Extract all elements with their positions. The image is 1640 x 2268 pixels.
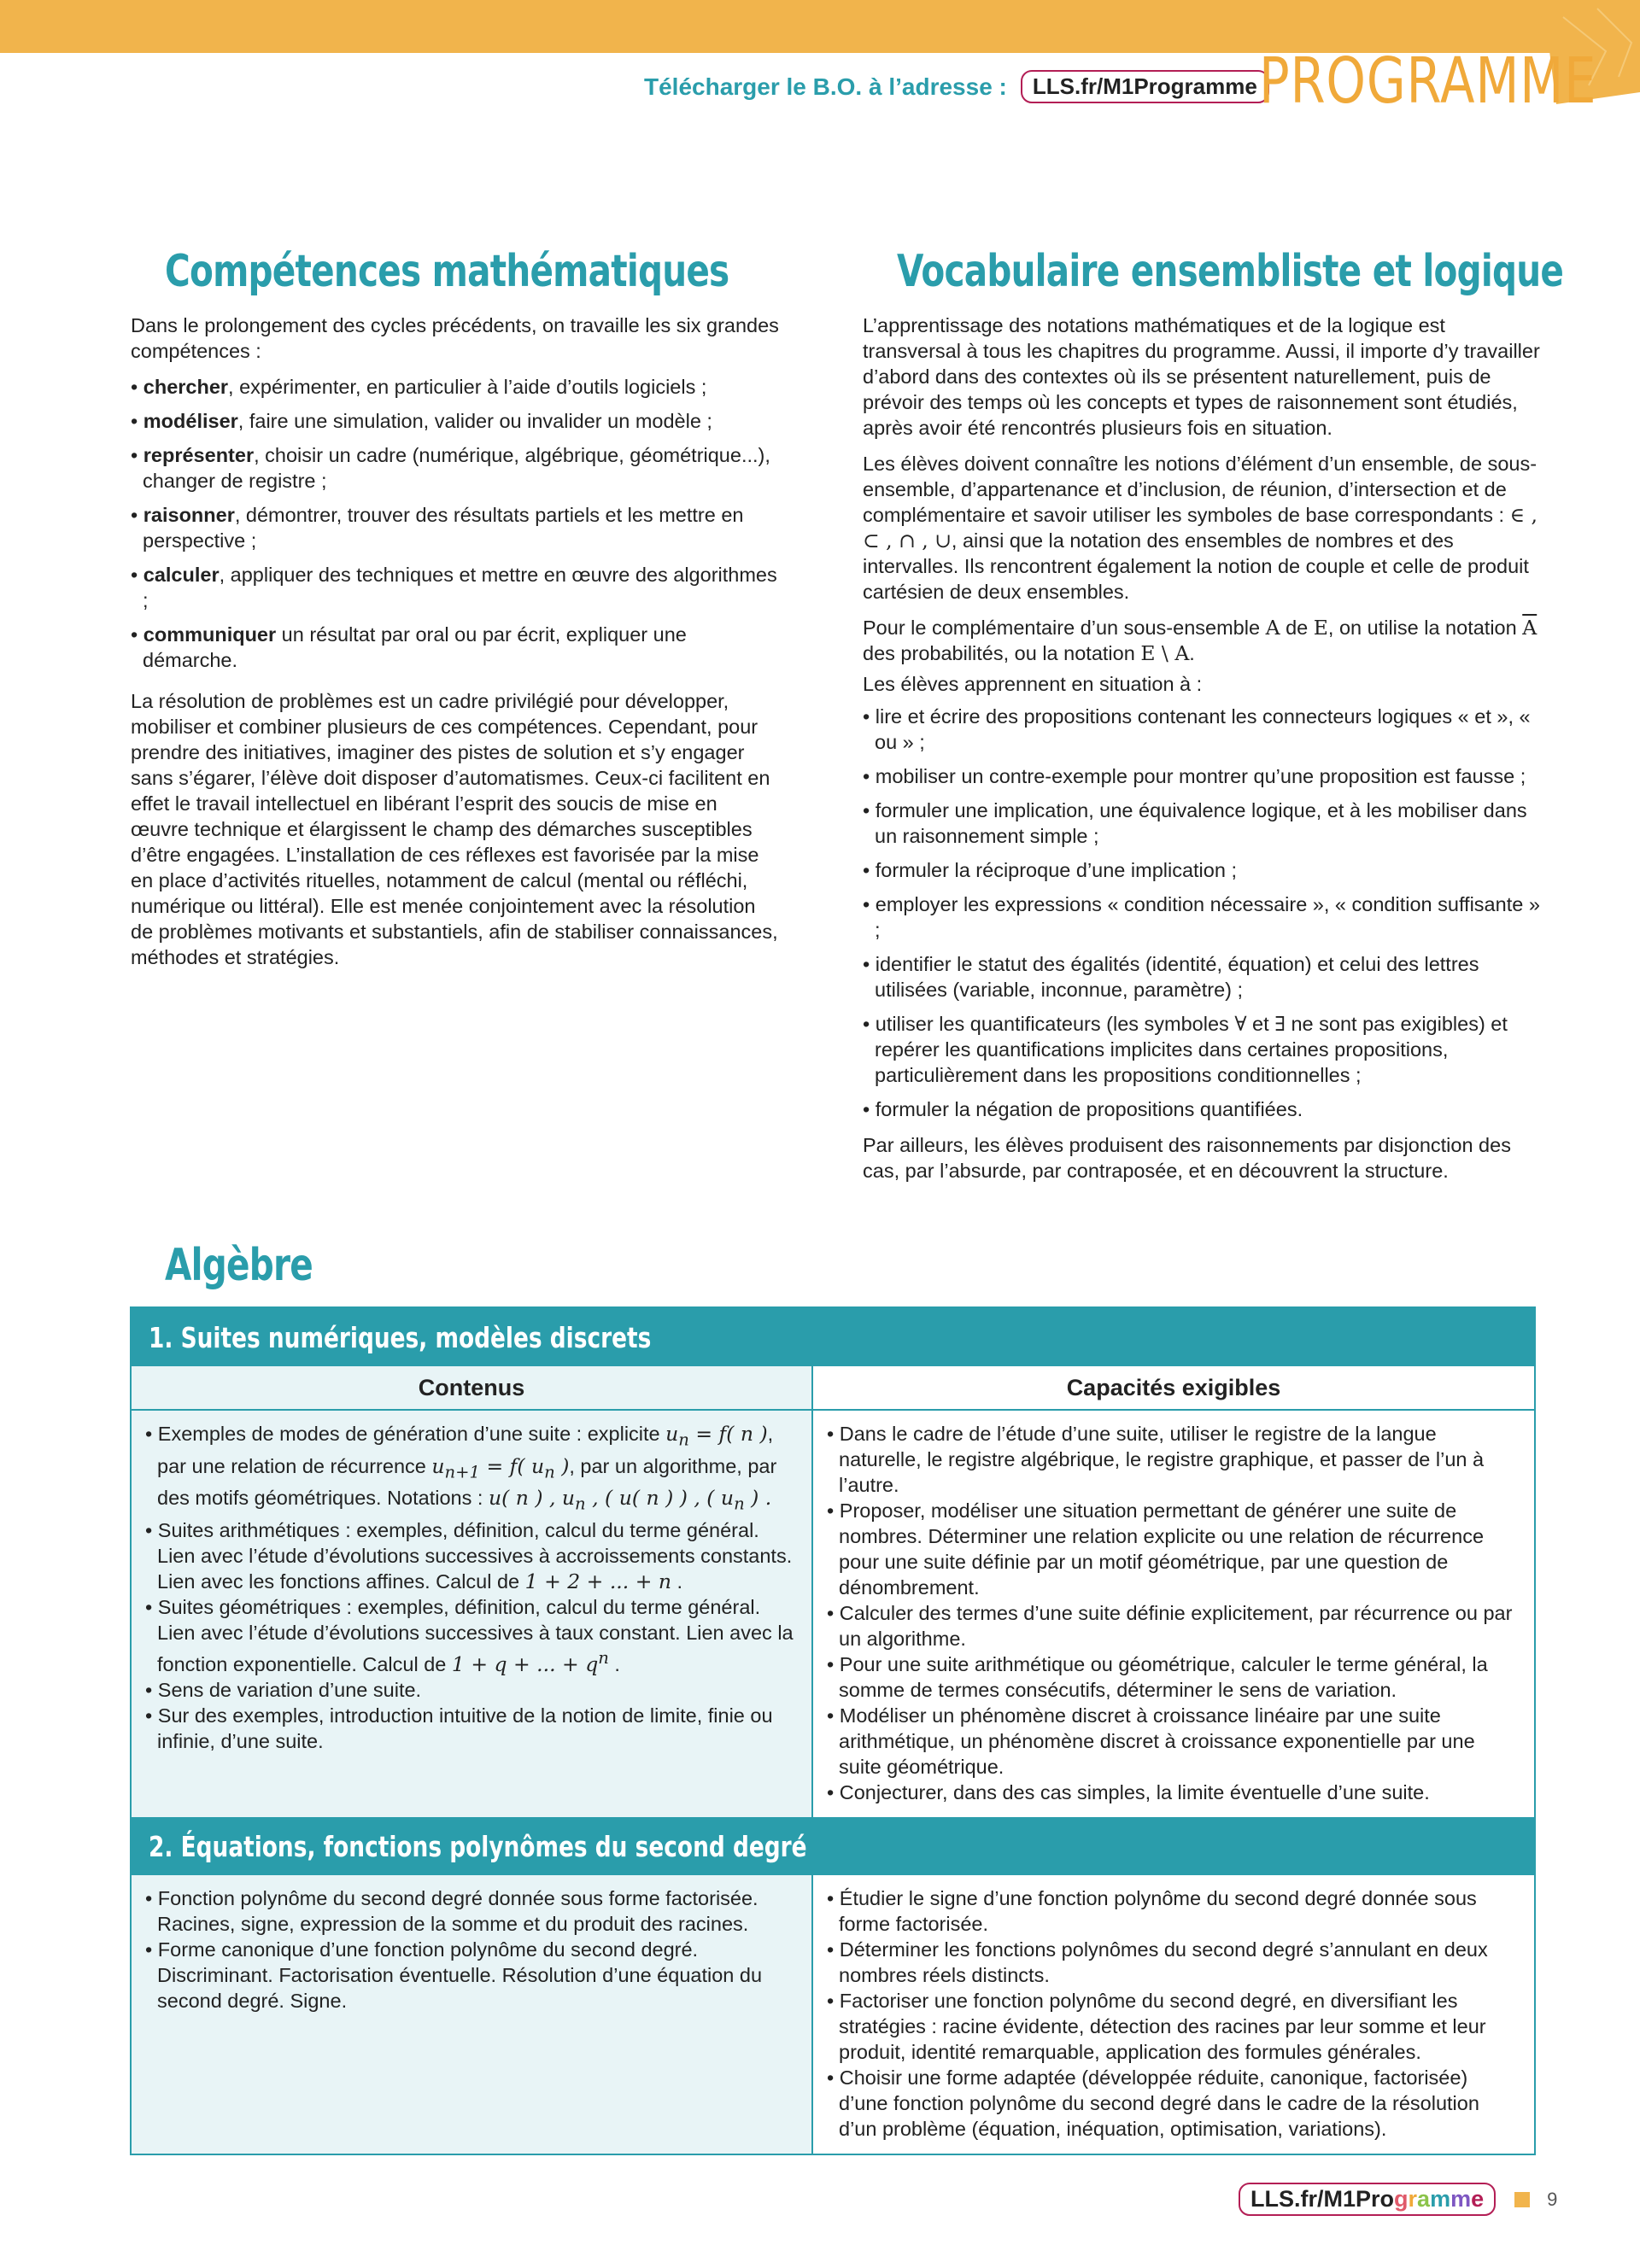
list-item: • Sur des exemples, introduction intuitive de la notion de limite, finie ou infinie, d’une suite. <box>145 1703 798 1754</box>
bo-link[interactable]: LLS.fr/M1Programme <box>1021 70 1269 103</box>
table-row <box>132 1411 1534 1817</box>
download-label: Télécharger le B.O. à l’adresse : <box>644 73 1007 100</box>
competences-title: Compétences mathématiques <box>165 246 729 297</box>
list-item: • calculer, appliquer des techniques et mettre en œuvre des algorithmes ; <box>131 562 780 613</box>
vocab-p3: Pour le complémentaire d’un sous-ensemble A de E, on utilise la notation $\overline{A}$ des probabilités, ou la notation E \ A. <box>863 616 1538 665</box>
list-item: • Pour une suite arithmétique ou géométrique, calculer le terme général, la somme de termes consécutifs, déterminer le sens de variation. <box>827 1651 1520 1703</box>
table-header-row <box>132 1366 1534 1411</box>
list-item: • Dans le cadre de l’étude d’une suite, utiliser le registre de la langue naturelle, le registre algébrique, le registre graphique, et passer de l’un à l’autre. <box>827 1421 1520 1498</box>
list-item: • Fonction polynôme du second degré donnée sous forme factorisée. Racines, signe, expression de la somme et du produit des racines. <box>145 1885 798 1937</box>
list-item: • représenter, choisir un cadre (numérique, algébrique, géométrique...), changer de registre ; <box>131 442 780 494</box>
footer-link[interactable]: LLS.fr/M1Programme <box>1239 2183 1496 2216</box>
list-item: • raisonner, démontrer, trouver des résultats partiels et les mettre en perspective ; <box>131 502 780 553</box>
list-item: • Proposer, modéliser une situation permettant de générer une suite de nombres. Déterminer une relation explicite ou une relation de récurrence pour une suite définie par un motif géométrique, par une question de dénombrement. <box>827 1498 1520 1600</box>
footer-url-letter: g <box>1394 2186 1409 2212</box>
capacites-cell <box>813 1411 1534 1817</box>
list-item: • formuler la réciproque d’une implication ; <box>863 857 1542 883</box>
list-item: • utiliser les quantificateurs (les symboles ∀ et ∃ ne sont pas exigibles) et repérer les quantifications implicites dans certaines propositions, particulièrement dans les propositions conditionnelles ; <box>863 1011 1542 1088</box>
list-item: • Exemples de modes de génération d’une suite : explicite $u_n = f$( n ), par une relation de récurrence $u_{n+1} = f$( $u_n$ ), par un algorithme, par des motifs géométriques. Notations : u( n ) , $u_n$ , ( u( n ) ) , ( $u_n$ ) . <box>145 1421 798 1517</box>
algebre-title: Algèbre <box>165 1240 313 1291</box>
vocab-p4: Les élèves apprennent en situation à : <box>863 673 1203 695</box>
contenus-cell <box>132 1875 813 2154</box>
footer-url-letter: m <box>1430 2186 1451 2212</box>
list-item: • communiquer un résultat par oral ou par écrit, expliquer une démarche. <box>131 622 780 673</box>
list-item: • identifier le statut des égalités (identité, équation) et celui des lettres utilisées (variable, inconnue, paramètre) ; <box>863 951 1542 1002</box>
set-symbols: ∈ , ⊂ , ∩ , ∪ <box>863 503 1538 552</box>
list-item: • Suites arithmétiques : exemples, définition, calcul du terme général. Lien avec l’étude d’évolutions successives à accroissements constants. Lien avec les fonctions affines. Calcul de 1 + 2 + ... + n . <box>145 1517 798 1594</box>
capacites-cell <box>813 1875 1534 2154</box>
list-item: • formuler la négation de propositions quantifiées. <box>863 1096 1542 1122</box>
vocab-p1: L’apprentissage des notations mathématiques et de la logique est transversal à tous les chapitres du programme. Aussi, il importe d’y travailler d’abord dans des contextes où ils se présentent naturellement, puis de prévoir des temps où les concepts et types de raisonnement sont étudiés, après avoir été rencontrés plusieurs fois en situation. <box>863 314 1540 439</box>
complement-notation: $\overline{A}$ <box>1522 616 1538 640</box>
vocabulaire-column <box>863 313 1542 1194</box>
footer-url-letter: r <box>1408 2186 1418 2212</box>
list-item: • modéliser, faire une simulation, valider ou invalider un modèle ; <box>131 408 780 434</box>
list-item: • lire et écrire des propositions contenant les connecteurs logiques « et », « ou » ; <box>863 704 1542 755</box>
list-item: • formuler une implication, une équivalence logique, et à les mobiliser dans un raisonnement simple ; <box>863 798 1542 849</box>
vocab-p2: Les élèves doivent connaître les notions d’élément d’un ensemble, de sous-ensemble, d’appartenance et d’inclusion, de réunion, d’intersection et de complémentaire et savoir utiliser les symboles de base correspondants : ∈ , ⊂ , ∩ , ∪, ainsi que la notation des ensembles de nombres et des intervalles. Ils rencontrent également la notion de couple et celle de produit cartésien de deux ensembles. <box>863 453 1538 603</box>
page-title: PROGRAMME <box>1259 44 1597 118</box>
download-line <box>644 70 1269 103</box>
competences-intro: Dans le prolongement des cycles précédents, on travaille les six grandes compétences : <box>131 314 779 362</box>
list-item: • Choisir une forme adaptée (développée réduite, canonique, factorisée) d’une fonction polynôme du second degré dans le cadre de la résolution d’un problème (équation, inéquation, optimisation, variations). <box>827 2065 1520 2142</box>
list-item: • Calculer des termes d’une suite définie explicitement, par récurrence ou par un algorithme. <box>827 1600 1520 1651</box>
competences-list <box>131 374 780 673</box>
vocabulaire-title: Vocabulaire ensembliste et logique <box>897 246 1564 297</box>
competences-column <box>131 313 780 980</box>
footer-url-letter: m <box>1450 2186 1472 2212</box>
footer-url-letter: e <box>1471 2186 1485 2212</box>
footer-square-icon <box>1514 2192 1530 2207</box>
contenus-cell <box>132 1411 813 1817</box>
competences-paragraph: La résolution de problèmes est un cadre privilégié pour développer, mobiliser et combiner plusieurs de ces compétences. Cependant, pour prendre des initiatives, imaginer des pistes de solution et s’y engager sans s’égarer, l’élève doit disposer d’automatismes. Ceux-ci facilitent en effet le travail intellectuel en libérant l’esprit des soucis de mise en œuvre technique et élargissent le champ des démarches susceptibles d’être engagées. L’installation de ces réflexes est favorisée par la mise en place d’activités rituelles, notamment de calcul (mental ou réfléchi, numérique ou littéral). Elle est menée conjointement avec la résolution de problèmes motivants et substantiels, afin de stabiliser connaissances, méthodes et stratégies. <box>131 690 778 968</box>
col-header-capacites: Capacités exigibles <box>813 1366 1534 1411</box>
list-item: • Suites géométriques : exemples, définition, calcul du terme général. Lien avec l’étude d’évolutions successives à taux constant. Lien avec la fonction exponentielle. Calcul de 1 + q + ... + $q^n$ . <box>145 1594 798 1677</box>
table-section-header: 2. Équations, fonctions polynômes du second degré <box>132 1817 1534 1875</box>
programme-table <box>130 1306 1536 2155</box>
list-item: • Modéliser un phénomène discret à croissance linéaire par une suite arithmétique, un phénomène discret à croissance exponentielle par une suite géométrique. <box>827 1703 1520 1780</box>
list-item: • chercher, expérimenter, en particulier à l’aide d’outils logiciels ; <box>131 374 780 400</box>
list-item: • Factoriser une fonction polynôme du second degré, en diversifiant les stratégies : racine évidente, détection des racines par leur somme et leur produit, identité remarquable, application des formules générales. <box>827 1988 1520 2065</box>
list-item: • Déterminer les fonctions polynômes du second degré s’annulant en deux nombres réels distincts. <box>827 1937 1520 1988</box>
footer-url-letter: a <box>1417 2186 1431 2212</box>
footer <box>1239 2183 1557 2216</box>
page-number: 9 <box>1547 2188 1558 2210</box>
vocab-p5: Par ailleurs, les élèves produisent des raisonnements par disjonction des cas, par l’absurde, par contraposée, et en découvrent la structure. <box>863 1134 1511 1182</box>
list-item: • mobiliser un contre-exemple pour montrer qu’une proposition est fausse ; <box>863 763 1542 789</box>
table-section-header: 1. Suites numériques, modèles discrets <box>132 1308 1534 1366</box>
col-header-contenus: Contenus <box>132 1366 813 1411</box>
list-item: • Étudier le signe d’une fonction polynôme du second degré donnée sous forme factorisée. <box>827 1885 1520 1937</box>
list-item: • Sens de variation d’une suite. <box>145 1677 798 1703</box>
list-item: • Forme canonique d’une fonction polynôme du second degré. Discriminant. Factorisation éventuelle. Résolution d’une équation du second degré. Signe. <box>145 1937 798 2014</box>
list-item: • Conjecturer, dans des cas simples, la limite éventuelle d’une suite. <box>827 1780 1520 1805</box>
table-row <box>132 1875 1534 2154</box>
list-item: • employer les expressions « condition nécessaire », « condition suffisante » ; <box>863 891 1542 943</box>
vocab-list <box>863 704 1542 1122</box>
